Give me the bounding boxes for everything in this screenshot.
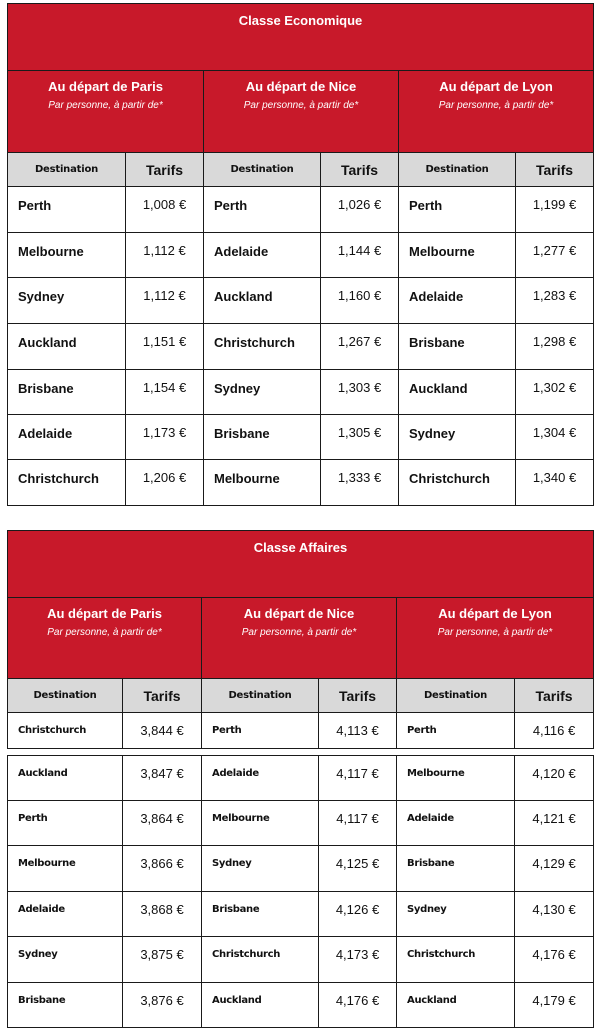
price-cell: 4,113 € bbox=[319, 713, 397, 749]
price-cell: 1,302 € bbox=[516, 370, 594, 415]
destination-cell: Brisbane bbox=[8, 370, 126, 415]
column-header-tarifs: Tarifs bbox=[126, 153, 204, 187]
price-cell: 1,267 € bbox=[321, 324, 399, 370]
price-cell: 4,126 € bbox=[319, 892, 397, 937]
destination-cell: Melbourne bbox=[8, 846, 123, 892]
destination-cell: Brisbane bbox=[8, 983, 123, 1028]
column-header-tarifs: Tarifs bbox=[515, 679, 594, 713]
origin-label: Au départ de Nice bbox=[245, 79, 357, 94]
table-row bbox=[8, 415, 594, 460]
price-cell: 3,866 € bbox=[123, 846, 202, 892]
table-row bbox=[8, 324, 594, 370]
price-cell: 3,844 € bbox=[123, 713, 202, 749]
table-row bbox=[8, 983, 594, 1028]
destination-cell: Auckland bbox=[8, 324, 126, 370]
business-fare-table bbox=[7, 530, 594, 1028]
column-header-tarifs: Tarifs bbox=[123, 679, 202, 713]
origin-sublabel: Par personne, à partir de* bbox=[47, 627, 162, 638]
destination-cell: Brisbane bbox=[399, 324, 516, 370]
table-row bbox=[8, 233, 594, 278]
destination-cell: Melbourne bbox=[204, 460, 321, 506]
price-cell: 4,129 € bbox=[515, 846, 594, 892]
business-title: Classe Affaires bbox=[8, 531, 594, 598]
column-header-destination: Destination bbox=[8, 679, 123, 713]
origin-sublabel: Par personne, à partir de* bbox=[437, 627, 553, 638]
price-cell: 1,283 € bbox=[516, 278, 594, 324]
origin-sublabel: Par personne, à partir de* bbox=[438, 100, 554, 111]
price-cell: 1,305 € bbox=[321, 415, 399, 460]
destination-cell: Brisbane bbox=[204, 415, 321, 460]
table-row bbox=[8, 460, 594, 506]
origin-sublabel: Par personne, à partir de* bbox=[241, 627, 357, 638]
price-cell: 1,298 € bbox=[516, 324, 594, 370]
origin-sublabel: Par personne, à partir de* bbox=[48, 100, 163, 111]
price-cell: 4,121 € bbox=[515, 801, 594, 846]
price-cell: 1,008 € bbox=[126, 187, 204, 233]
price-cell: 4,125 € bbox=[319, 846, 397, 892]
price-cell: 3,876 € bbox=[123, 983, 202, 1028]
destination-cell: Adelaide bbox=[202, 756, 319, 801]
origin-nice bbox=[204, 71, 399, 153]
destination-cell: Sydney bbox=[8, 278, 126, 324]
column-header-tarifs: Tarifs bbox=[516, 153, 594, 187]
destination-cell: Auckland bbox=[399, 370, 516, 415]
price-cell: 4,116 € bbox=[515, 713, 594, 749]
origin-label: Au départ de Paris bbox=[48, 79, 163, 94]
origin-paris bbox=[8, 71, 204, 153]
price-cell: 4,117 € bbox=[319, 801, 397, 846]
price-cell: 1,333 € bbox=[321, 460, 399, 506]
economy-title: Classe Economique bbox=[8, 4, 594, 71]
table-row bbox=[8, 370, 594, 415]
destination-cell: Perth bbox=[397, 713, 515, 749]
table-row bbox=[8, 937, 594, 983]
price-cell: 1,144 € bbox=[321, 233, 399, 278]
column-header-row bbox=[8, 153, 594, 187]
table-row bbox=[8, 846, 594, 892]
destination-cell: Melbourne bbox=[399, 233, 516, 278]
destination-cell: Auckland bbox=[204, 278, 321, 324]
price-cell: 1,112 € bbox=[126, 278, 204, 324]
destination-cell: Perth bbox=[204, 187, 321, 233]
table-row bbox=[8, 892, 594, 937]
price-cell: 1,277 € bbox=[516, 233, 594, 278]
column-header-tarifs: Tarifs bbox=[319, 679, 397, 713]
destination-cell: Christchurch bbox=[202, 937, 319, 983]
destination-cell: Melbourne bbox=[202, 801, 319, 846]
origin-lyon bbox=[399, 71, 594, 153]
column-header-destination: Destination bbox=[397, 679, 515, 713]
price-cell: 3,864 € bbox=[123, 801, 202, 846]
destination-cell: Auckland bbox=[202, 983, 319, 1028]
destination-cell: Brisbane bbox=[202, 892, 319, 937]
price-cell: 3,847 € bbox=[123, 756, 202, 801]
destination-cell: Brisbane bbox=[397, 846, 515, 892]
price-cell: 4,117 € bbox=[319, 756, 397, 801]
destination-cell: Christchurch bbox=[8, 460, 126, 506]
column-header-destination: Destination bbox=[204, 153, 321, 187]
destination-cell: Adelaide bbox=[8, 892, 123, 937]
origin-label: Au départ de Lyon bbox=[438, 606, 552, 621]
table-row bbox=[8, 801, 594, 846]
table-row bbox=[8, 713, 594, 749]
row-gap-cell bbox=[8, 749, 594, 756]
price-cell: 1,151 € bbox=[126, 324, 204, 370]
destination-cell: Christchurch bbox=[399, 460, 516, 506]
table-row bbox=[8, 756, 594, 801]
destination-cell: Adelaide bbox=[8, 415, 126, 460]
destination-cell: Perth bbox=[202, 713, 319, 749]
column-header-destination: Destination bbox=[8, 153, 126, 187]
price-cell: 1,026 € bbox=[321, 187, 399, 233]
destination-cell: Melbourne bbox=[397, 756, 515, 801]
destination-cell: Adelaide bbox=[399, 278, 516, 324]
price-cell: 1,303 € bbox=[321, 370, 399, 415]
destination-cell: Perth bbox=[8, 187, 126, 233]
row-gap bbox=[8, 749, 594, 756]
destination-cell: Sydney bbox=[204, 370, 321, 415]
origin-label: Au départ de Lyon bbox=[439, 79, 553, 94]
price-cell: 4,120 € bbox=[515, 756, 594, 801]
price-cell: 3,875 € bbox=[123, 937, 202, 983]
destination-cell: Melbourne bbox=[8, 233, 126, 278]
destination-cell: Sydney bbox=[202, 846, 319, 892]
price-cell: 1,304 € bbox=[516, 415, 594, 460]
destination-cell: Sydney bbox=[397, 892, 515, 937]
table-row bbox=[8, 278, 594, 324]
destination-cell: Perth bbox=[399, 187, 516, 233]
price-cell: 1,206 € bbox=[126, 460, 204, 506]
price-cell: 4,176 € bbox=[515, 937, 594, 983]
origin-label: Au départ de Paris bbox=[47, 606, 162, 621]
price-cell: 1,154 € bbox=[126, 370, 204, 415]
column-header-destination: Destination bbox=[399, 153, 516, 187]
destination-cell: Sydney bbox=[8, 937, 123, 983]
price-cell: 1,160 € bbox=[321, 278, 399, 324]
economy-fare-table bbox=[7, 3, 594, 506]
price-cell: 3,868 € bbox=[123, 892, 202, 937]
price-cell: 4,130 € bbox=[515, 892, 594, 937]
price-cell: 4,179 € bbox=[515, 983, 594, 1028]
price-cell: 1,112 € bbox=[126, 233, 204, 278]
price-cell: 1,199 € bbox=[516, 187, 594, 233]
destination-cell: Adelaide bbox=[204, 233, 321, 278]
destination-cell: Auckland bbox=[8, 756, 123, 801]
table-row bbox=[8, 187, 594, 233]
price-cell: 4,173 € bbox=[319, 937, 397, 983]
origin-lyon bbox=[397, 598, 594, 679]
destination-cell: Auckland bbox=[397, 983, 515, 1028]
destination-cell: Sydney bbox=[399, 415, 516, 460]
origin-label: Au départ de Nice bbox=[243, 606, 355, 621]
price-cell: 4,176 € bbox=[319, 983, 397, 1028]
origin-paris bbox=[8, 598, 202, 679]
destination-cell: Christchurch bbox=[8, 713, 123, 749]
destination-cell: Christchurch bbox=[204, 324, 321, 370]
origin-nice bbox=[202, 598, 397, 679]
column-header-row bbox=[8, 679, 594, 713]
column-header-tarifs: Tarifs bbox=[321, 153, 399, 187]
destination-cell: Adelaide bbox=[397, 801, 515, 846]
origin-sublabel: Par personne, à partir de* bbox=[243, 100, 359, 111]
destination-cell: Christchurch bbox=[397, 937, 515, 983]
destination-cell: Perth bbox=[8, 801, 123, 846]
price-cell: 1,340 € bbox=[516, 460, 594, 506]
price-cell: 1,173 € bbox=[126, 415, 204, 460]
column-header-destination: Destination bbox=[202, 679, 319, 713]
